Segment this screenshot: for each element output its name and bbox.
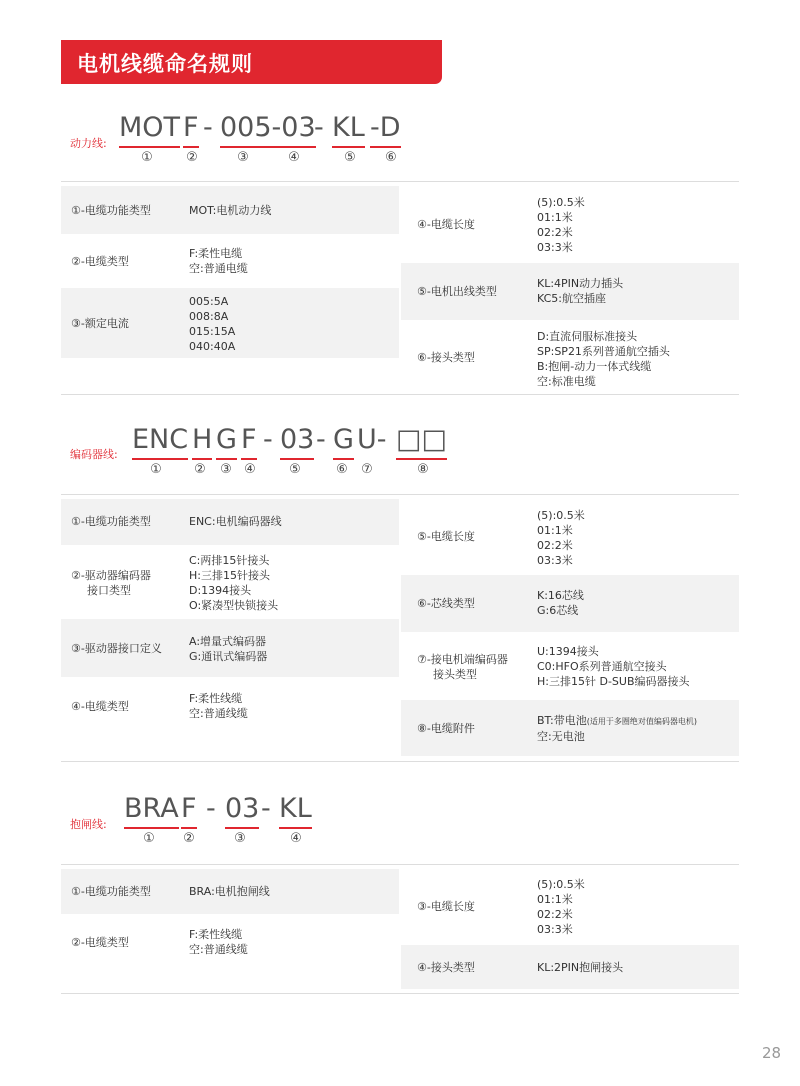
divider	[61, 993, 739, 994]
index-number: ⑤	[344, 150, 356, 165]
row-value: (5):0.5米 01:1米 02:2米 03:3米	[537, 509, 585, 567]
code-dash: -	[263, 424, 273, 455]
row-value: MOT:电机动力线	[189, 204, 272, 217]
row-value: BT:带电池(适用于多圈绝对值编码器电机) 空:无电池	[537, 714, 698, 743]
table-row	[61, 869, 399, 914]
table-row	[401, 186, 739, 263]
code-segment: F	[183, 112, 199, 148]
index-number: ①	[141, 150, 153, 165]
row-label: ①-电缆功能类型	[71, 885, 151, 898]
table-row	[61, 914, 399, 970]
divider	[61, 394, 739, 395]
code-dash: -	[316, 424, 326, 455]
row-value: (5):0.5米 01:1米 02:2米 03:3米	[537, 878, 585, 936]
index-number: ③	[220, 462, 232, 477]
row-label: ④-电缆长度	[417, 218, 475, 231]
code-segment: ENC	[132, 424, 188, 460]
row-value: F:柔性线缆 空:普通线缆	[189, 692, 248, 720]
row-label: ②-驱动器编码器 接口类型	[71, 569, 151, 597]
table-row	[401, 575, 739, 632]
code-segment: G	[333, 424, 354, 460]
row-value: (5):0.5米 01:1米 02:2米 03:3米	[537, 196, 585, 254]
index-number: ④	[290, 831, 302, 846]
row-value: U:1394接头 C0:HFO系列普通航空接头 H:三排15针 D-SUB编码器接头	[537, 645, 690, 688]
brake-cable-label: 抱闸线:	[70, 818, 107, 831]
table-row	[401, 945, 739, 989]
table-row	[61, 499, 399, 545]
index-number: ②	[186, 150, 198, 165]
table-row	[61, 545, 399, 619]
divider	[61, 864, 739, 865]
index-number: ⑧	[417, 462, 429, 477]
index-number: ⑤	[289, 462, 301, 477]
code-segment: KL	[332, 112, 365, 148]
index-number: ③	[234, 831, 246, 846]
index-number: ③	[237, 150, 249, 165]
table-row	[61, 677, 399, 735]
page-number: 28	[762, 1044, 782, 1062]
index-number: ②	[183, 831, 195, 846]
code-segment: BRA	[124, 793, 179, 829]
code-placeholder: □□	[396, 424, 447, 460]
page-title: 电机线缆命名规则	[77, 52, 253, 76]
divider	[61, 761, 739, 762]
code-segment: G	[216, 424, 237, 460]
row-label: ①-电缆功能类型	[71, 515, 151, 528]
code-segment: KL	[279, 793, 312, 829]
table-row	[401, 263, 739, 320]
row-label: ⑧-电缆附件	[417, 722, 475, 735]
code-dash: -	[203, 112, 213, 143]
row-label: ③-电缆长度	[417, 900, 475, 913]
table-row	[401, 499, 739, 575]
code-dash: -	[261, 793, 271, 824]
code-segment: F	[181, 793, 197, 829]
divider	[61, 181, 739, 182]
table-row	[401, 320, 739, 393]
row-value: KL:4PIN动力插头 KC5:航空插座	[537, 277, 624, 305]
index-number: ①	[150, 462, 162, 477]
code-segment: 03	[225, 793, 259, 829]
table-row	[401, 632, 739, 700]
row-label: ⑥-芯线类型	[417, 597, 475, 610]
row-value: BRA:电机抱闸线	[189, 885, 270, 898]
row-value: KL:2PIN抱闸接头	[537, 961, 624, 974]
row-label: ②-电缆类型	[71, 936, 129, 949]
table-row	[61, 234, 399, 288]
row-label: ⑤-电机出线类型	[417, 285, 497, 298]
index-number: ⑥	[385, 150, 397, 165]
code-segment: MOT	[119, 112, 180, 148]
code-segment: H	[192, 424, 212, 460]
power-cable-label: 动力线:	[70, 137, 107, 150]
row-label: ③-驱动器接口定义	[71, 642, 162, 655]
code-segment: -D	[370, 112, 401, 148]
table-row	[61, 619, 399, 677]
row-value: C:两排15针接头 H:三排15针接头 D:1394接头 O:紧凑型快锁接头	[189, 554, 279, 612]
row-label: ④-电缆类型	[71, 700, 129, 713]
row-label: ②-电缆类型	[71, 255, 129, 268]
table-row	[401, 700, 739, 756]
code-segment: 03	[280, 424, 314, 460]
index-number: ⑥	[336, 462, 348, 477]
index-number: ②	[194, 462, 206, 477]
table-row	[61, 186, 399, 234]
row-value: ENC:电机编码器线	[189, 515, 282, 528]
row-value: D:直流伺服标准接头 SP:SP21系列普通航空插头 B:抱闸-动力一体式线缆 空:标准电缆	[537, 330, 670, 388]
code-segment: F	[241, 424, 257, 460]
battery-note: (适用于多圈绝对值编码器电机)	[586, 717, 698, 726]
row-value: 005:5A 008:8A 015:15A 040:40A	[189, 295, 236, 353]
index-number: ⑦	[361, 462, 373, 477]
row-value: A:增量式编码器 G:通讯式编码器	[189, 635, 268, 663]
row-value: K:16芯线 G:6芯线	[537, 589, 584, 617]
index-number: ①	[143, 831, 155, 846]
row-label: ⑥-接头类型	[417, 351, 475, 364]
index-number: ④	[288, 150, 300, 165]
encoder-cable-label: 编码器线:	[70, 448, 118, 461]
code-dash: -	[314, 112, 324, 143]
row-label: ④-接头类型	[417, 961, 475, 974]
row-label: ⑤-电缆长度	[417, 530, 475, 543]
row-value: F:柔性线缆 空:普通线缆	[189, 928, 248, 956]
code-segment: 005-03	[220, 112, 316, 148]
row-label: ①-电缆功能类型	[71, 204, 151, 217]
code-segment: U-	[357, 424, 387, 455]
row-label: ③-额定电流	[71, 317, 129, 330]
row-value: F:柔性电缆 空:普通电缆	[189, 247, 248, 275]
index-number: ④	[244, 462, 256, 477]
code-dash: -	[206, 793, 216, 824]
table-row	[61, 288, 399, 358]
table-row	[401, 869, 739, 945]
divider	[61, 494, 739, 495]
row-label: ⑦-接电机端编码器 接头类型	[417, 653, 508, 681]
section-banner	[61, 40, 442, 84]
